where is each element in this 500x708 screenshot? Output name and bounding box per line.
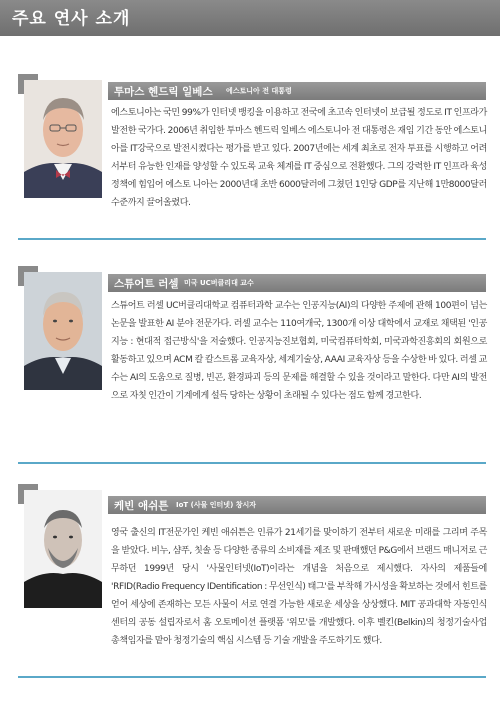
- speaker-title: 미국 UC버클리대 교수: [184, 279, 254, 287]
- speaker-bio: 영국 출신의 IT전문가인 케빈 애쉬튼은 인류가 21세기를 맞이하기 전부터 새로운 미래를 그리며 주목을 받았다. 비누, 샴푸, 칫솔 등 다양한 종류의 소비재를 제조 및 판매했던 P&G에서 브랜드 매니저로 근무하던 1999년 당시 '사물인터넷(IoT)이라는 개념을 처음으로 제시했다. 자사의 제품들에 'RFID(Radio Frequency IDentification : 무선인식) 태그'를 부착해 가시성을 확보하는 것에서 힌트를 얻어 세상에 존재하는 모든 사물이 서로 연결 가능한 새로운 세상을 상상했다. MIT 공과대학 자동인식센터의 공동 설립자로서 홈 오토메이션 플랫폼 '위모'를 개발했다. 이후 벨킨(Belkin)의 청정기술사업 총책임자를 맡아 청정기술의 핵심 시스템 등 기술 개발을 주도하기도 했다.: [111, 528, 487, 646]
- speaker-name: 투마스 헨드릭 일베스: [114, 86, 213, 98]
- portrait-photo-ashton: [24, 490, 102, 608]
- section-divider: [18, 676, 486, 678]
- section-divider: [18, 238, 486, 240]
- speaker-bio: 에스토니아는 국민 99%가 인터넷 뱅킹을 이용하고 전국에 초고속 인터넷이 보급될 정도로 IT 인프라가 발전한 국가다. 2006년 취임한 투마스 헨드릭 일베스 에스토니아 전 대통령은 재임 기간 동안 에스토니아를 IT강국으로 발전시켰다는 평가를 받고 있다. 2007년에는 세계 최초로 전자 투표를 시행하고 어려서부터 유능한 인재를 양성할 수 있도록 교육 체계를 IT 중심으로 전환했다. 그의 강력한 IT 인프라 육성 정책에 힘입어 에스토 니아는 2000년대 초반 6000달러에 그쳤던 1인당 GDP를 지난해 1만8000달러 수준까지 끌어올렸다.: [111, 108, 487, 208]
- speaker-name-bar: [108, 496, 486, 514]
- speaker-name-bar: [108, 274, 486, 292]
- page-header: [0, 0, 500, 36]
- speaker-name-bar: [108, 82, 486, 100]
- page-title: 주요 연사 소개: [12, 9, 131, 29]
- speaker-title: 에스토니아 전 대통령: [226, 87, 292, 95]
- portrait-photo-russell: [24, 272, 102, 390]
- portrait-photo-ilves: [24, 80, 102, 198]
- speaker-bio: 스튜어트 러셀 UC버클리대학교 컴퓨터과학 교수는 인공지능(AI)의 다양한 주제에 관해 100편이 넘는 논문을 발표한 AI 분야 전문가다. 러셀 교수는 110여개국, 1300개 이상 대학에서 교재로 채택된 '인공지능 : 현대적 접근방식'을 저술했다. 인공지능진보협회, 미국컴퓨터학회, 미국과학진흥회의 회원으로 활동하고 있으며 ACM 칼 칼스트롬 교육자상, 세계기술상, AAAI 교육자상 등을 수상한 바 있다. 러셀 교수는 AI의 도움으로 질병, 빈곤, 환경파괴 등의 문제를 해결할 수 있을 것이라고 말한다. 다만 AI의 발전으로 자칫 인간이 기계에게 설득 당하는 상황이 초래될 수 있다는 점도 함께 경고한다.: [111, 301, 487, 401]
- speaker-photo: [24, 80, 102, 198]
- speaker-photo: [24, 272, 102, 390]
- speaker-photo: [24, 490, 102, 608]
- speaker-title: IoT (사물 인터넷) 창시자: [176, 501, 256, 509]
- section-divider: [18, 462, 486, 464]
- speaker-name: 케빈 애쉬튼: [114, 500, 169, 512]
- speaker-name: 스튜어트 러셀: [114, 278, 179, 290]
